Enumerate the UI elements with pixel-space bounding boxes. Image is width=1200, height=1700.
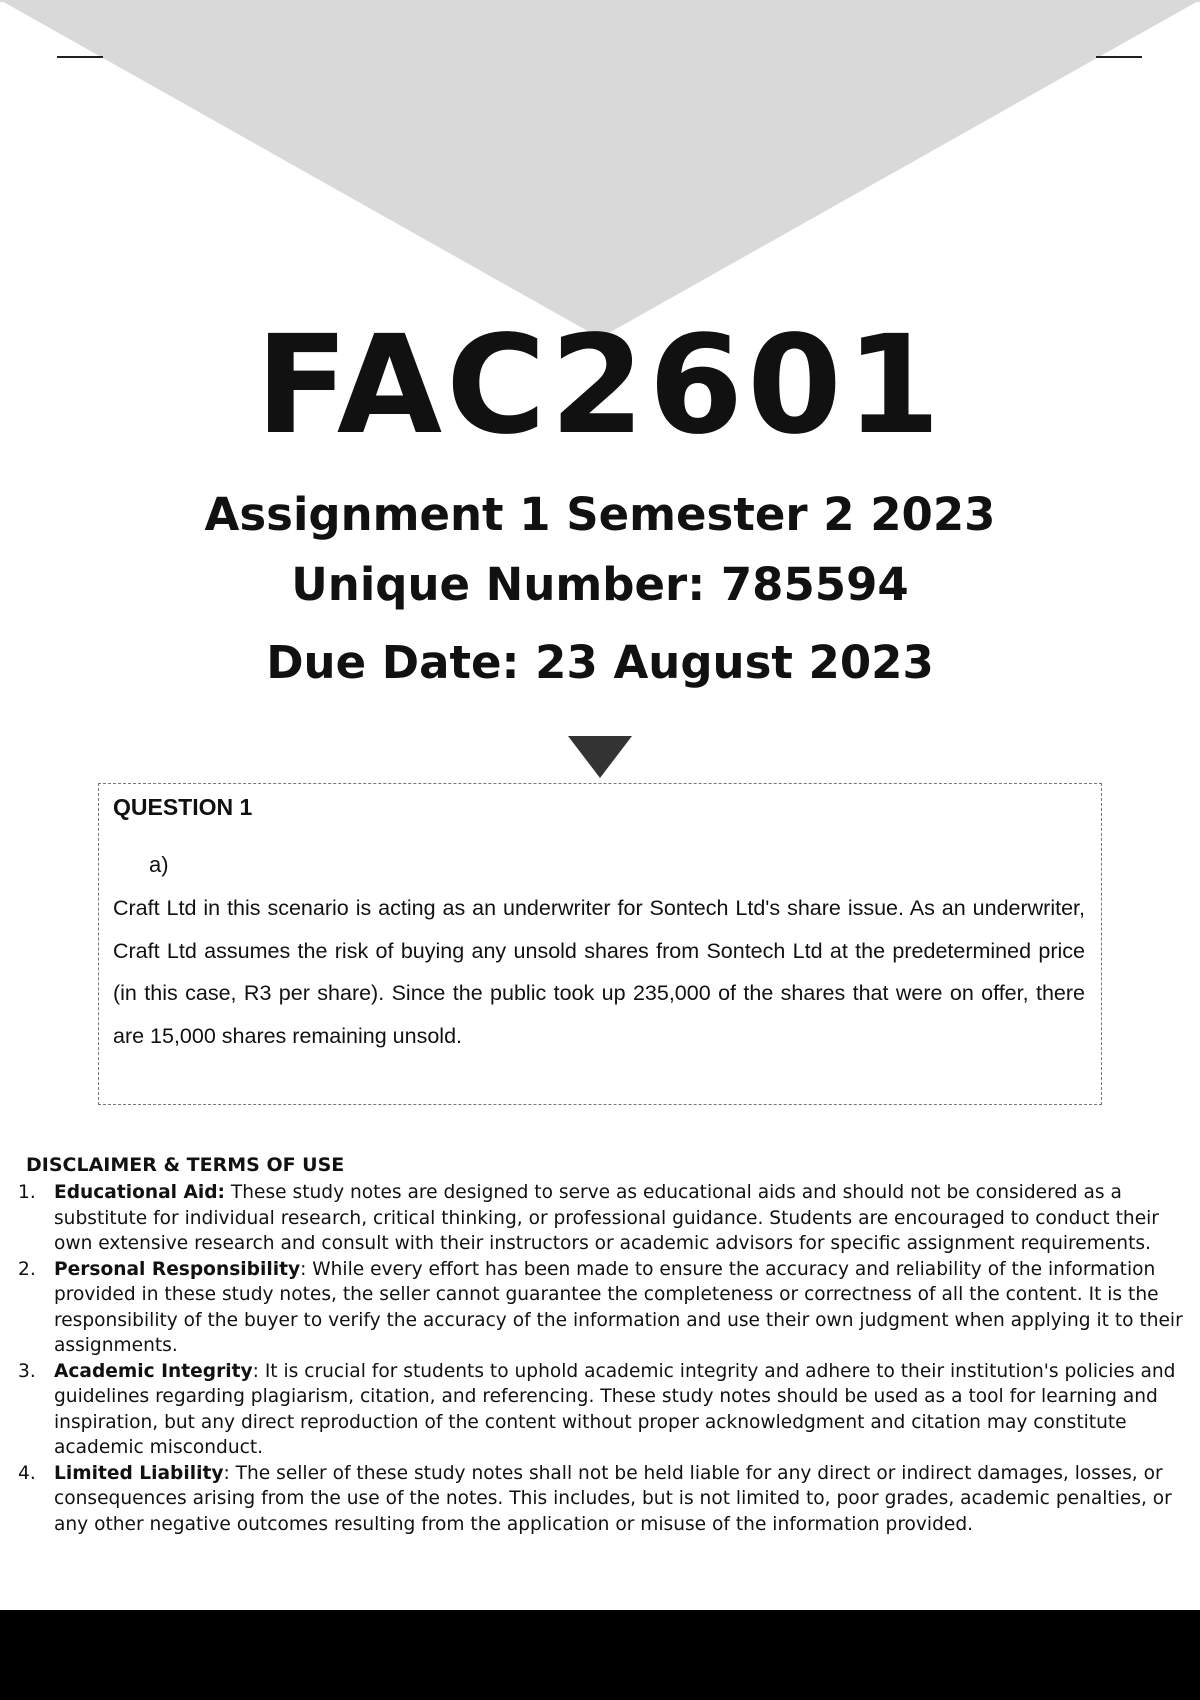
chevron-banner (0, 0, 1200, 340)
disclaimer-item-text: These study notes are designed to serve as educational aids and should not be considered as a substitute for individual research, critical thinking, or professional guidance. Students are encouraged to conduct their own extensive research and consult with their instructors or academic advisors for specific assignment requirements. (54, 1182, 1159, 1254)
disclaimer-item-label: Educational Aid: (54, 1182, 225, 1203)
due-date: Due Date: 23 August 2023 (266, 636, 934, 689)
list-number: 3. (18, 1360, 36, 1382)
disclaimer-item-limited-liability (0, 1461, 1185, 1538)
disclaimer-item-academic-integrity (0, 1359, 1185, 1461)
question-preview-box (98, 783, 1102, 1105)
disclaimer-item-label: Academic Integrity (54, 1360, 253, 1382)
disclaimer-item-text: : It is crucial for students to uphold academic integrity and adhere to their institution's policies and guidelines regarding plagiarism, citation, and referencing. These study notes should be used as a tool for learning and inspiration, but any direct reproduction of the content without proper acknowledgment and citation may constitute academic misconduct. (54, 1360, 1176, 1458)
disclaimer-item-label: Limited Liability (54, 1462, 224, 1484)
disclaimer-item-text: : The seller of these study notes shall not be held liable for any direct or indirect damages, losses, or consequences arising from the use of the notes. This includes, but is not limited to, poor grades, academic penalties, or any other negative outcomes resulting from the application or misuse of the information provided. (54, 1462, 1172, 1535)
disclaimer-item-educational-aid (0, 1180, 1185, 1257)
assignment-subtitle: Assignment 1 Semester 2 2023 (204, 488, 996, 541)
unique-number: Unique Number: 785594 (291, 558, 909, 611)
question-heading: QUESTION 1 (113, 794, 253, 820)
corner-rule-left (57, 56, 103, 58)
question-answer-text: Craft Ltd in this scenario is acting as an underwriter for Sontech Ltd's share issue. As an underwriter, Craft Ltd assumes the risk of buying any unsold shares from Sontech Ltd at the predetermined price (in this case, R3 per share). Since the public took up 235,000 of the shares that were on offer, there are 15,000 shares remaining unsold. (113, 896, 1085, 1048)
course-code-title: FAC2601 (255, 307, 945, 465)
list-number: 4. (18, 1462, 36, 1484)
footer-bar (0, 1610, 1200, 1700)
list-number: 1. (18, 1182, 36, 1203)
question-part-label: a) (149, 852, 169, 877)
list-number: 2. (18, 1258, 36, 1280)
disclaimer-list (0, 1180, 1185, 1537)
down-triangle-icon (568, 736, 632, 778)
corner-rule-right (1096, 56, 1142, 58)
disclaimer-item-text: : While every effort has been made to ensure the accuracy and reliability of the information provided in these study notes, the seller cannot guarantee the completeness or correctness of all the content. It is the responsibility of the buyer to verify the accuracy of the information and use their own judgment when applying it to their assignments. (54, 1258, 1183, 1356)
disclaimer-item-personal-responsibility (0, 1257, 1185, 1359)
disclaimer-item-label: Personal Responsibility (54, 1258, 301, 1280)
disclaimer-title: DISCLAIMER & TERMS OF USE (26, 1154, 345, 1176)
